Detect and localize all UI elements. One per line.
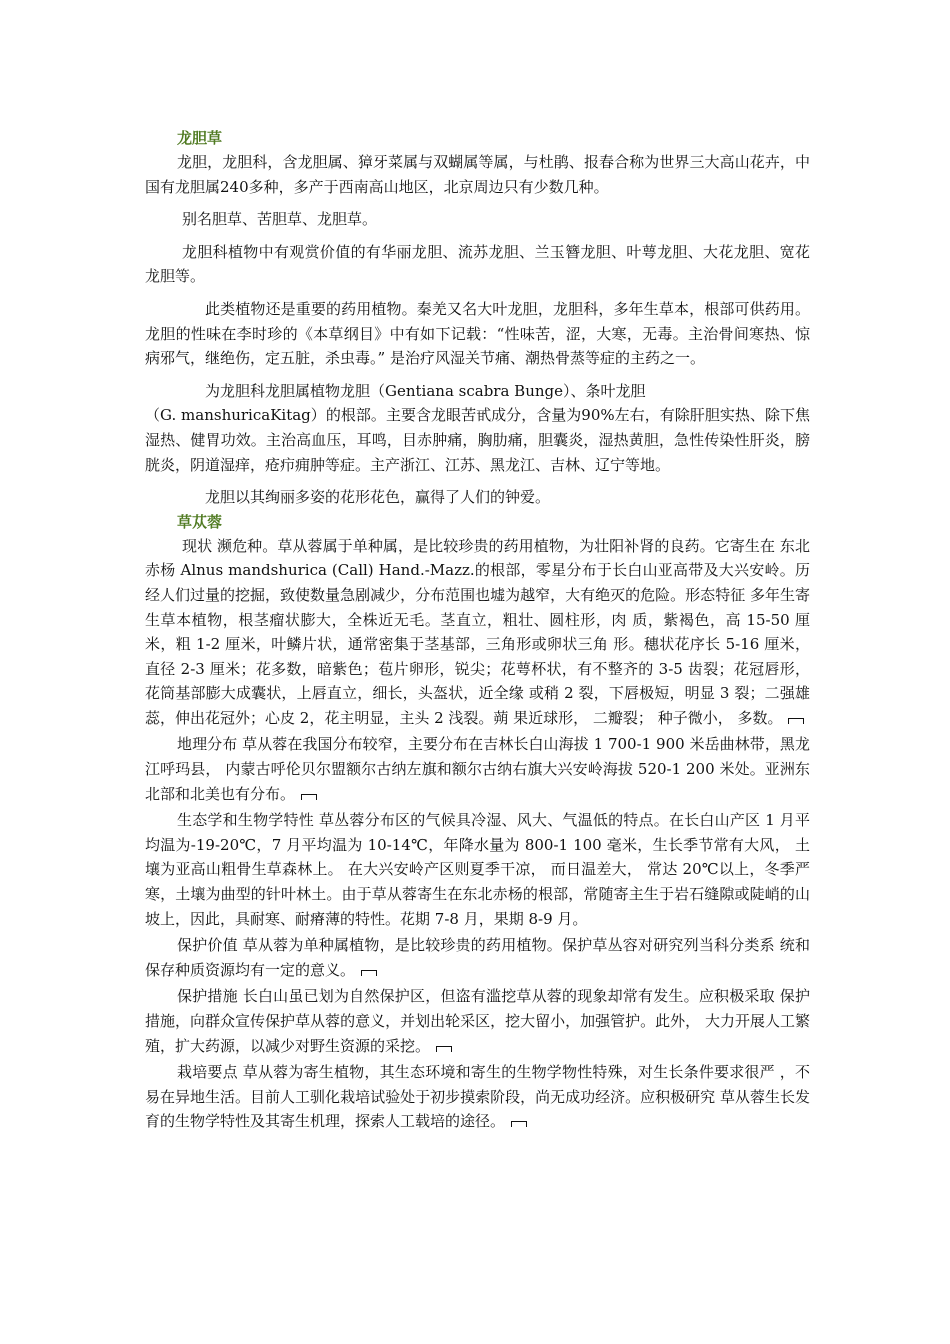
paragraph: 别名胆草、苦胆草、龙胆草。 <box>182 210 378 229</box>
paragraph-end-mark <box>511 1121 527 1127</box>
paragraph <box>145 534 810 731</box>
section-title-gentian: 龙胆草 <box>177 129 223 147</box>
section-title-boschniakia: 草苁蓉 <box>177 512 223 531</box>
paragraph-end-mark <box>361 970 377 976</box>
paragraph: 此类植物还是重要的药用植物。秦羌又名大叶龙胆，龙胆科，多年生草本，根部可供药用。龙胆的性味在李时珍的《本草纲目》中有如下记载：“性味苦，涩，大寒，无毒。主治骨间寒热、惊病邪气，继绝伤，定五脏，杀虫毒。” 是治疗风湿关节痛、潮热骨蒸等症的主药之一。 <box>145 299 810 368</box>
paragraph-end-mark <box>436 1046 452 1052</box>
paragraph-text: 地理分布 草从蓉在我国分布较窄，主要分布在吉林长白山海拔 1 700-1 900 米岳曲林带，黑龙江呼玛县， 内蒙古呼伦贝尔盟额尔古纳左旗和额尔古纳右旗大兴安岭海拔 520-1 200 米处。亚洲东北部和北美也有分布。 <box>145 735 810 803</box>
paragraph <box>145 933 810 982</box>
paragraph: 龙胆科植物中有观赏价值的有华丽龙胆、流苏龙胆、兰玉簪龙胆、叶萼龙胆、大花龙胆、宽花龙胆等。 <box>145 242 810 286</box>
paragraph-text: 现状 濒危种。草从蓉属于单种属，是比较珍贵的药用植物，为壮阳补肾的良药。它寄生在 东北赤杨 Alnus mandshurica (Call) Hand.-Mazz.的根部，零星分布于长白山亚高带及大兴安岭。历经人们过量的挖掘，致使数量急剧减少，分布范围也墟为越窄，大有绝灭的危险。形态特征 多年生寄生草本植物，根茎瘤状膨大，全株近无毛。茎直立，粗壮、圆柱形，肉 质，紫褐色，高 15-50 厘米，粗 1-2 厘米，叶鳞片状，通常密集于茎基部，三角形或卵状三角 形。穗状花序长 5-16 厘米，直径 2-3 厘米；花多数，暗紫色；苞片卵形，锐尖；花萼杯状，有不整齐的 3-5 齿裂；花冠唇形，花筒基部膨大成囊状，上唇直立，细长，头盔状，近全缘 或稍 2 裂，下唇极短，明显 3 裂；二强雄蕊，伸出花冠外；心皮 2，花主明显，主头 2 浅裂。蒴 果近球形， 二瓣裂； 种子微小， 多数。 <box>145 536 810 727</box>
document-body <box>145 128 810 1134</box>
paragraph <box>145 1060 810 1134</box>
paragraph: 生态学和生物学特性 草丛蓉分布区的气候具冷湿、风大、气温低的特点。在长白山产区 1 月平均温为-19-20℃，7 月平均温为 10-14℃，年降水量为 800-1 100 毫米，生长季节常有大风， 土壤为亚高山粗骨生草森林上。 在大兴安岭产区则夏季干凉， 而日温差大， 常达 20℃以上，冬季严寒，土壤为曲型的针叶林土。由于草从蓉寄生在东北赤杨的根部，常随寄主生于岩石缝隙或陡峭的山坡上，因此，具耐寒、耐瘠薄的特性。花期 7-8 月，果期 8-9 月。 <box>145 811 810 928</box>
paragraph <box>145 732 810 806</box>
paragraph <box>145 984 810 1058</box>
paragraph-end-mark <box>788 718 804 724</box>
paragraph-text: 栽培要点 草从蓉为寄生植物，其生态环境和寄生的生物学物性特殊，对生长条件要求很严 ，不易在异地生活。目前人工驯化栽培试验处于初步摸索阶段，尚无成功经济。应积极研究 草从蓉生长发育的生物学特性及其寄生机理，探索人工载培的途径。 <box>145 1063 810 1131</box>
paragraph: 为龙胆科龙胆属植物龙胆（Gentiana scabra Bunge）、条叶龙胆 <box>205 381 646 400</box>
paragraph-end-mark <box>301 794 317 800</box>
paragraph: 龙胆，龙胆科，含龙胆属、獐牙菜属与双蝴属等属，与杜鹃、报春合称为世界三大高山花卉，中国有龙胆属240多种，多产于西南高山地区，北京周边只有少数几种。 <box>145 153 810 196</box>
paragraph: （G. manshuricaKitag）的根部。主要含龙眼苦甙成分，含量为90%左右，有除肝胆实热、除下焦湿热、健胃功效。主治高血压，耳鸣，目赤肿痛，胸肋痛，胆囊炎，湿热黄胆，急性传染性肝炎，膀胱炎，阴道湿痒，疮疖痈肿等症。主产浙江、江苏、黑龙江、吉林、辽宁等地。 <box>145 406 810 474</box>
paragraph: 龙胆以其绚丽多姿的花形花色，赢得了人们的钟爱。 <box>205 488 551 507</box>
paragraph-text: 保护价值 草从蓉为单种属植物，是比较珍贵的药用植物。保护草丛容对研究列当科分类系 统和保存种质资源均有一定的意义。 <box>145 936 810 979</box>
paragraph-text: 保护措施 长白山虽已划为自然保护区，但盗有滥挖草从蓉的现象却常有发生。应积极采取 保护措施，向群众宣传保护草从蓉的意义，并划出轮采区，挖大留小，加强管护。此外， 大力开展人工繁殖，扩大药源，以减少对野生资源的采挖。 <box>145 987 810 1055</box>
